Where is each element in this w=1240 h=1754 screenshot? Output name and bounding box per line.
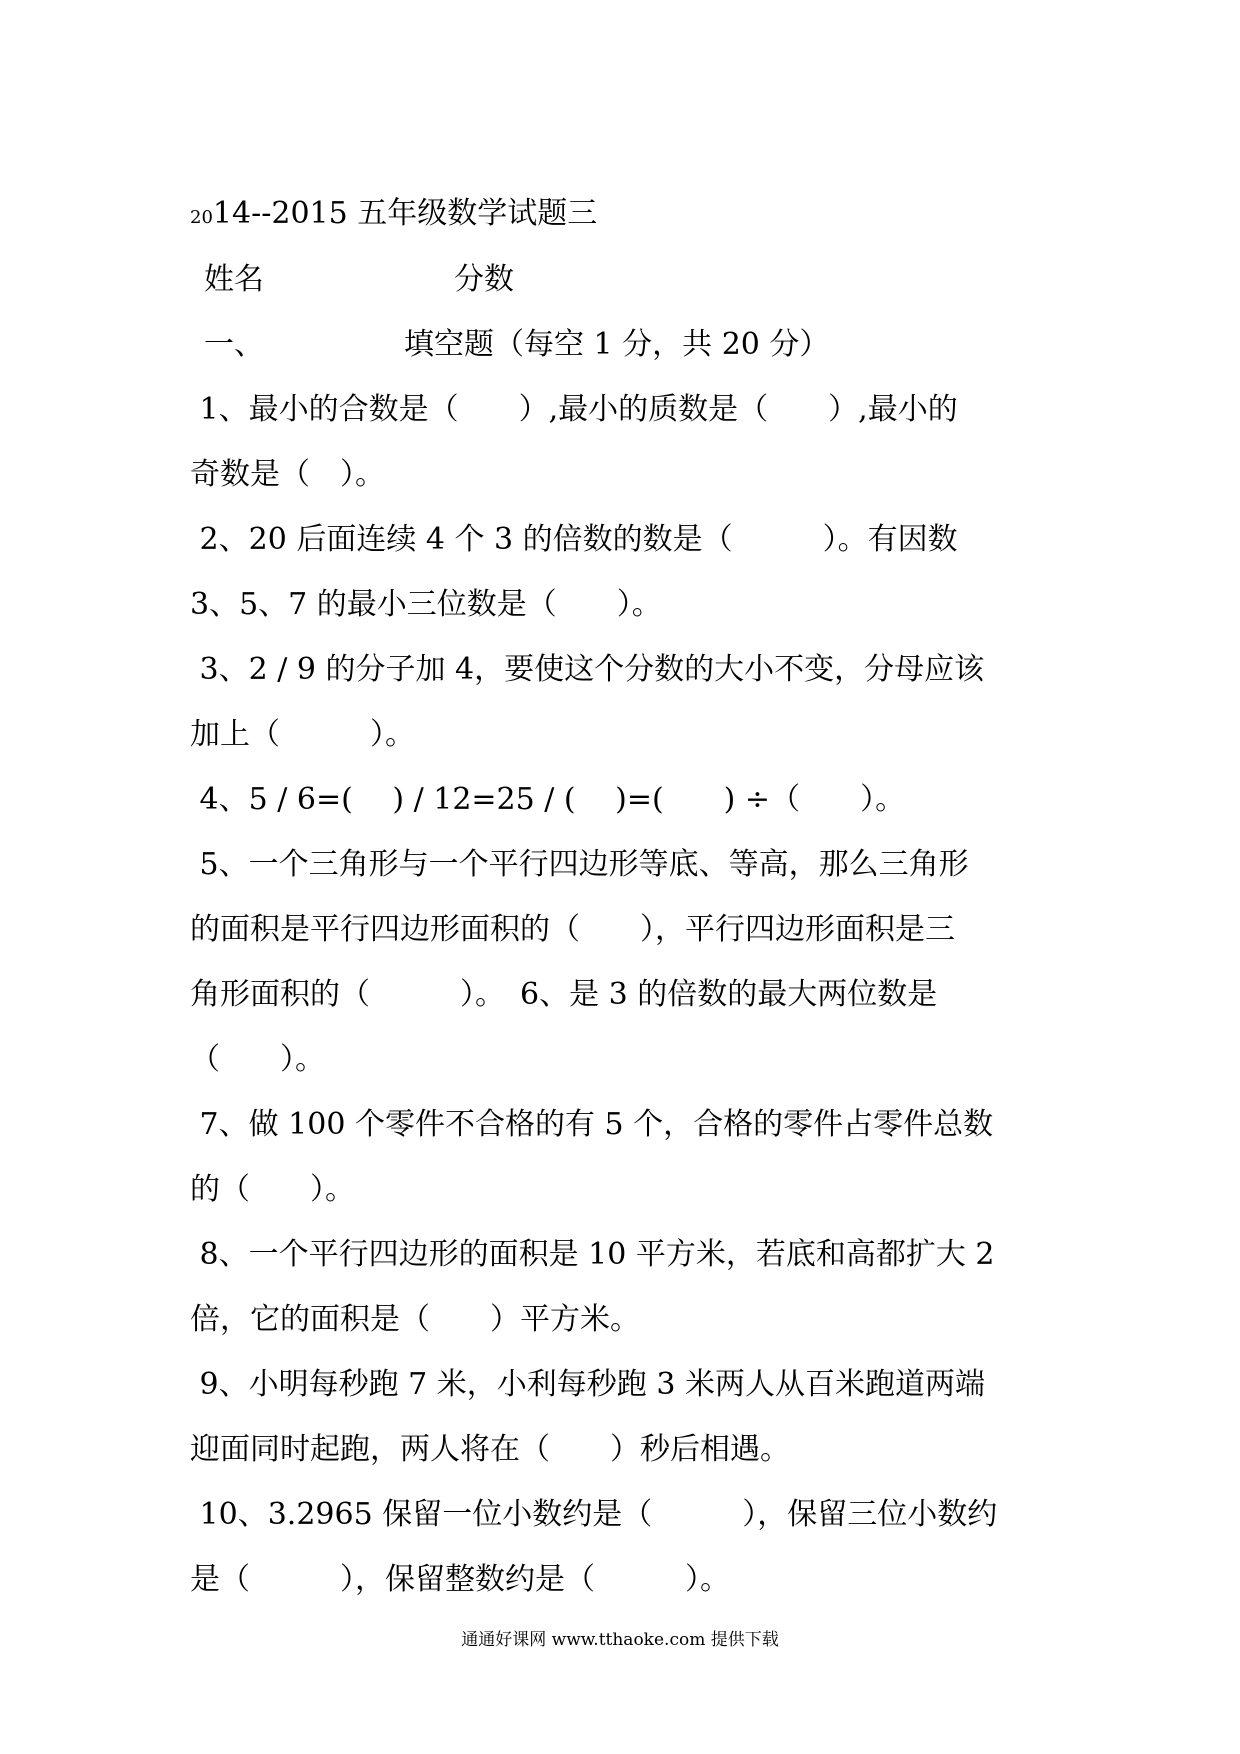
title-rest: 14--2015 五年级数学试题三: [212, 196, 598, 231]
section-number: 一、: [204, 327, 264, 362]
question-line: 8、一个平行四边形的面积是 10 平方米，若底和高都扩大 2: [190, 1237, 995, 1272]
exam-title: [190, 196, 597, 236]
question-line: 3、2 / 9 的分子加 4，要使这个分数的大小不变，分母应该: [190, 652, 985, 687]
name-label: 姓名: [204, 262, 264, 297]
question-line: 奇数是（ ）。: [190, 457, 385, 492]
title-prefix: 20: [190, 207, 213, 228]
question-line: 5、一个三角形与一个平行四边形等底、等高，那么三角形: [190, 847, 969, 882]
section-title: 填空题（每空 1 分，共 20 分）: [404, 327, 830, 362]
download-footer: 通通好课网 www.tthaoke.com 提供下载: [461, 1630, 779, 1650]
question-line: 9、小明每秒跑 7 米，小利每秒跑 3 米两人从百米跑道两端: [190, 1367, 985, 1402]
question-line: 是（ ），保留整数约是（ ）。: [190, 1562, 730, 1597]
question-line: 角形面积的（ ）。 6、是 3 的倍数的最大两位数是: [190, 977, 938, 1012]
question-line: 1、最小的合数是（ ）,最小的质数是（ ）,最小的: [190, 392, 958, 427]
question-line: 2、20 后面连续 4 个 3 的倍数的数是（ ）。有因数: [190, 522, 958, 557]
question-line: 10、3.2965 保留一位小数约是（ ），保留三位小数约: [190, 1497, 998, 1532]
question-line: 迎面同时起跑，两人将在（ ）秒后相遇。: [190, 1432, 790, 1467]
question-line: 4、5 / 6=( ) / 12=25 / ( )=( ) ÷（ ）。: [190, 782, 906, 817]
question-line: （ ）。: [190, 1042, 325, 1077]
question-line: 的（ ）。: [190, 1172, 355, 1207]
question-line: 的面积是平行四边形面积的（ ），平行四边形面积是三: [190, 912, 955, 947]
question-line: 加上（ ）。: [190, 717, 415, 752]
score-label: 分数: [454, 262, 514, 297]
question-line: 7、做 100 个零件不合格的有 5 个，合格的零件占零件总数: [190, 1107, 994, 1142]
question-line: 3、5、7 的最小三位数是（ ）。: [190, 587, 662, 622]
question-line: 倍，它的面积是（ ）平方米。: [190, 1302, 640, 1337]
